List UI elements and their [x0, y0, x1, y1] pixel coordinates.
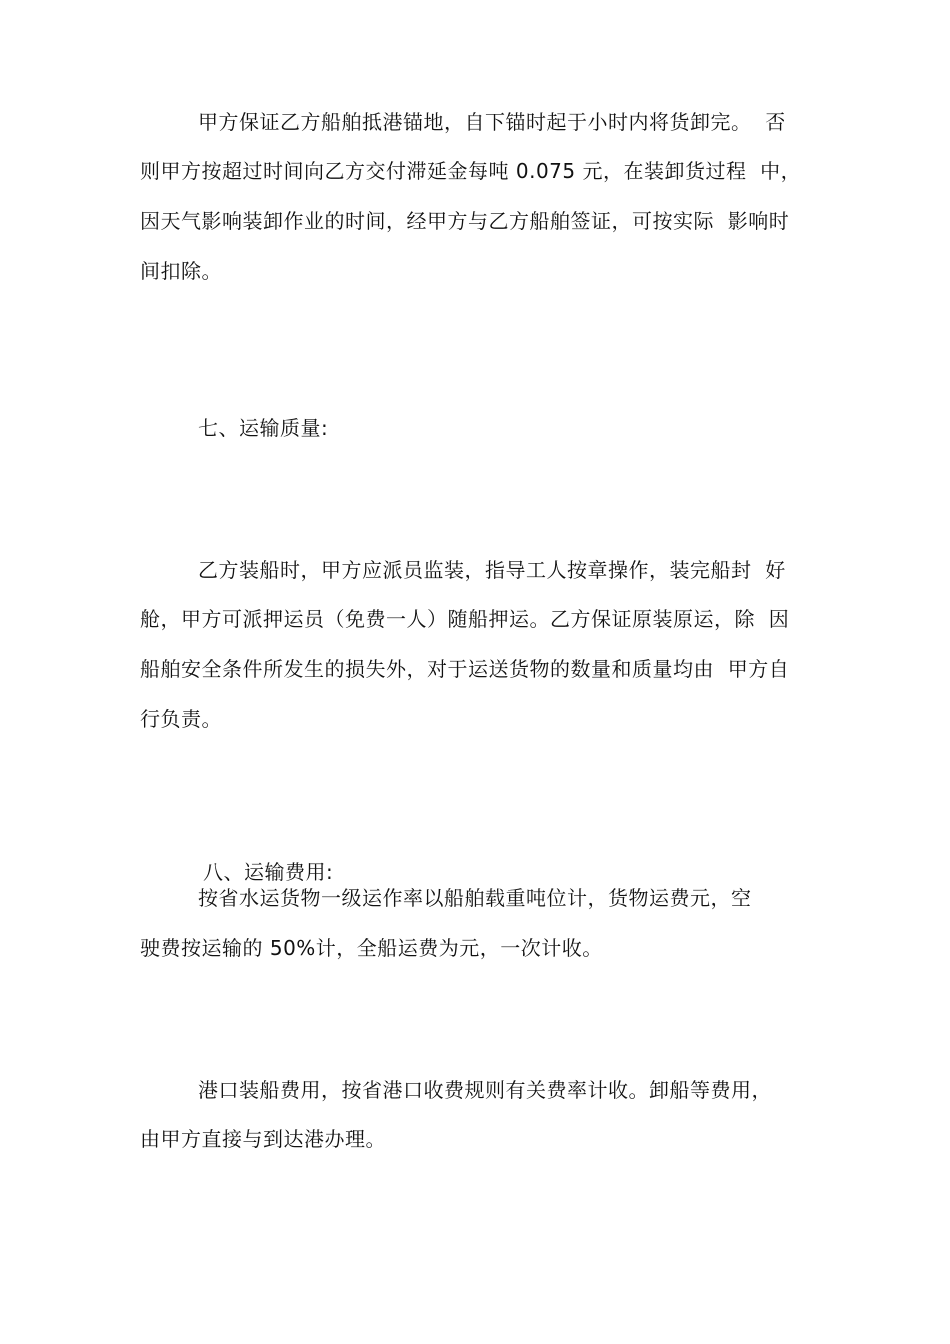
paragraph-4-line-2: 由甲方直接与到达港办理。 [140, 1127, 386, 1151]
section-heading-8: 八、运输费用: [203, 860, 334, 884]
paragraph-2-line-2: 舱，甲方可派押运员（免费一人）随船押运。乙方保证原装原运，除 因 [140, 607, 790, 631]
section-heading-7: 七、运输质量: [198, 416, 329, 440]
paragraph-1-line-1: 甲方保证乙方船舶抵港锚地，自下锚时起于小时内将货卸完。 否 [198, 110, 786, 134]
paragraph-3-line-1: 按省水运货物一级运作率以船舶载重吨位计，货物运费元，空 [198, 886, 752, 910]
paragraph-2-line-4: 行负责。 [140, 707, 222, 731]
paragraph-1-line-2: 则甲方按超过时间向乙方交付滞延金每吨 0.075 元，在装卸货过程 中， [140, 159, 802, 183]
paragraph-4-line-1: 港口装船费用，按省港口收费规则有关费率计收。卸船等费用， [198, 1078, 772, 1102]
paragraph-2-line-1: 乙方装船时，甲方应派员监装，指导工人按章操作，装完船封 好 [198, 558, 786, 582]
paragraph-2-line-3: 船舶安全条件所发生的损失外，对于运送货物的数量和质量均由 甲方自 [140, 657, 790, 681]
paragraph-3-line-2: 驶费按运输的 50%计，全船运费为元，一次计收。 [140, 936, 603, 960]
paragraph-1-line-3: 因天气影响装卸作业的时间，经甲方与乙方船舶签证，可按实际 影响时 [140, 209, 790, 233]
paragraph-1-line-4: 间扣除。 [140, 259, 222, 283]
